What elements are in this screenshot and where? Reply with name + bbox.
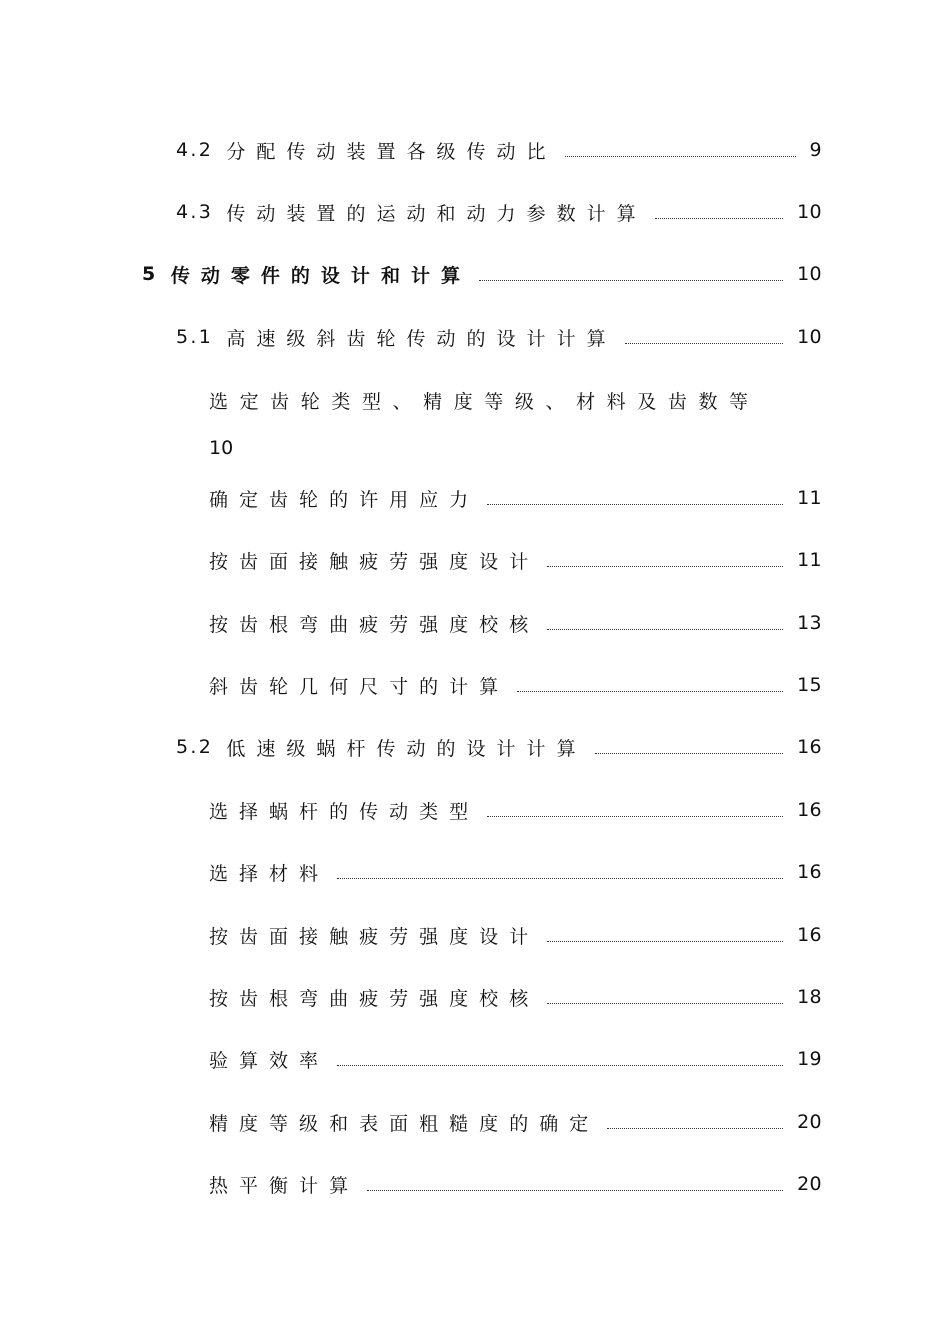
toc-entry-efficiency-check[interactable] [209, 1044, 822, 1074]
toc-entry-title: 选定齿轮类型、精度等级、材料及齿数等 [209, 390, 760, 413]
dot-leader [517, 691, 783, 692]
toc-entry-page: 10 [209, 437, 234, 459]
toc-entry-number: 5.2 [176, 736, 214, 758]
toc-entry-page: 9 [809, 139, 822, 161]
toc-entry-title: 热平衡计算 [209, 1174, 360, 1197]
dot-leader [337, 878, 783, 879]
dot-leader [547, 1003, 783, 1004]
toc-entry-number: 4.2 [176, 139, 214, 161]
toc-entry-title: 选择材料 [209, 862, 330, 885]
dot-leader [487, 504, 783, 505]
dot-leader [487, 816, 783, 817]
toc-entry-title: 选择蜗杆的传动类型 [209, 800, 480, 823]
toc-entry-worm-contact-fatigue-design[interactable] [209, 920, 822, 950]
dot-leader [547, 941, 783, 942]
toc-entry-5-2[interactable] [176, 732, 822, 762]
toc-entry-page: 16 [797, 924, 822, 946]
toc-entry-4-3[interactable] [176, 197, 822, 227]
toc-entry-title: 按齿根弯曲疲劳强度校核 [209, 987, 540, 1010]
toc-entry-page: 10 [797, 201, 822, 223]
dot-leader [625, 343, 783, 344]
toc-entry-title: 精度等级和表面粗糙度的确定 [209, 1112, 600, 1135]
toc-entry-title: 分配传动装置各级传动比 [226, 140, 557, 163]
toc-entry-title: 传动零件的设计和计算 [170, 264, 472, 287]
dot-leader [547, 566, 783, 567]
toc-entry-page: 16 [797, 799, 822, 821]
toc-entry-page: 15 [797, 674, 822, 696]
toc-entry-page: 13 [797, 612, 822, 634]
toc-entry-number: 5.1 [176, 326, 214, 348]
toc-entry-helical-gear-geometry[interactable] [209, 670, 822, 700]
toc-entry-page: 20 [797, 1173, 822, 1195]
toc-entry-number: 4.3 [176, 201, 214, 223]
toc-entry-material-selection[interactable] [209, 857, 822, 887]
toc-entry-title: 按齿面接触疲劳强度设计 [209, 925, 540, 948]
dot-leader [337, 1065, 783, 1066]
toc-entry-4-2[interactable] [176, 135, 822, 165]
toc-entry-gear-selection[interactable] [209, 385, 820, 463]
dot-leader [367, 1190, 783, 1191]
dot-leader [479, 280, 783, 281]
toc-entry-page: 11 [797, 549, 822, 571]
dot-leader [595, 753, 783, 754]
toc-entry-page: 16 [797, 861, 822, 883]
toc-entry-5[interactable] [142, 259, 822, 289]
toc-entry-page: 16 [797, 736, 822, 758]
toc-entry-worm-type[interactable] [209, 795, 822, 825]
toc-entry-page: 11 [797, 487, 822, 509]
toc-entry-page: 20 [797, 1111, 822, 1133]
toc-entry-page: 10 [797, 326, 822, 348]
toc-entry-title: 高速级斜齿轮传动的设计计算 [226, 327, 617, 350]
toc-entry-title: 按齿根弯曲疲劳强度校核 [209, 613, 540, 636]
dot-leader [565, 156, 796, 157]
toc-entry-title: 传动装置的运动和动力参数计算 [226, 202, 647, 225]
toc-entry-page: 19 [797, 1048, 822, 1070]
toc-entry-accuracy-roughness[interactable] [209, 1107, 822, 1137]
toc-entry-title: 确定齿轮的许用应力 [209, 488, 480, 511]
dot-leader [607, 1128, 783, 1129]
toc-entry-title: 低速级蜗杆传动的设计计算 [226, 737, 587, 760]
toc-entry-worm-bending-fatigue-check[interactable] [209, 982, 822, 1012]
toc-entry-number: 5 [142, 263, 158, 285]
toc-entry-contact-fatigue-design[interactable] [209, 545, 822, 575]
toc-entry-page: 18 [797, 986, 822, 1008]
dot-leader [655, 218, 783, 219]
toc-entry-page: 10 [797, 263, 822, 285]
toc-entry-title: 斜齿轮几何尺寸的计算 [209, 675, 510, 698]
toc-entry-heat-balance[interactable] [209, 1169, 822, 1199]
toc-entry-title: 按齿面接触疲劳强度设计 [209, 550, 540, 573]
toc-entry-title: 验算效率 [209, 1049, 330, 1072]
dot-leader [547, 629, 783, 630]
toc-entry-bending-fatigue-check[interactable] [209, 608, 822, 638]
toc-entry-5-1[interactable] [176, 322, 822, 352]
toc-entry-allowable-stress[interactable] [209, 483, 822, 513]
